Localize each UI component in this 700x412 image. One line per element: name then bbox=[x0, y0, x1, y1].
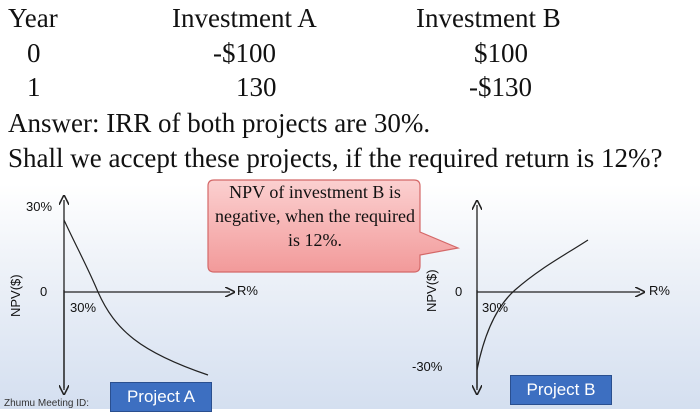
answer-text: Answer: IRR of both projects are 30%. bbox=[8, 108, 431, 138]
chart-a-y-axis-label: NPV($) bbox=[8, 274, 23, 317]
chart-a-x-axis-label: R% bbox=[237, 283, 258, 298]
chart-a-title: Project A bbox=[110, 382, 212, 412]
chart-a-npv-curve bbox=[64, 220, 208, 375]
table-header-investment-b: Investment B bbox=[416, 3, 561, 33]
question-text: Shall we accept these projects, if the required return is 12%? bbox=[8, 143, 663, 173]
table-cell-a-0: -$100 bbox=[213, 38, 276, 68]
table-cell-year-1: 1 bbox=[27, 72, 41, 102]
callout-text: NPV of investment B is negative, when the required is 12%. bbox=[215, 182, 415, 250]
chart-a-crossing-label: 30% bbox=[70, 300, 97, 315]
table-header-investment-a: Investment A bbox=[172, 3, 317, 33]
chart-b-x-axis-label: R% bbox=[649, 283, 670, 298]
table-cell-b-0: $100 bbox=[474, 38, 528, 68]
chart-b-y-axis-label: NPV($) bbox=[424, 269, 439, 312]
chart-a-y-top-label: 30% bbox=[26, 199, 53, 214]
table-cell-b-1: -$130 bbox=[469, 72, 532, 102]
meeting-watermark: Zhumu Meeting ID: bbox=[4, 398, 90, 409]
chart-b-zero-label: 0 bbox=[455, 284, 463, 299]
table-cell-a-1: 130 bbox=[236, 72, 277, 102]
table-cell-year-0: 0 bbox=[27, 38, 41, 68]
chart-b-y-bottom-label: -30% bbox=[412, 359, 443, 374]
table-header-year: Year bbox=[8, 3, 58, 33]
chart-b-crossing-label: 30% bbox=[482, 300, 509, 315]
chart-a-zero-label: 0 bbox=[40, 284, 48, 299]
chart-b-title: Project B bbox=[510, 375, 612, 405]
